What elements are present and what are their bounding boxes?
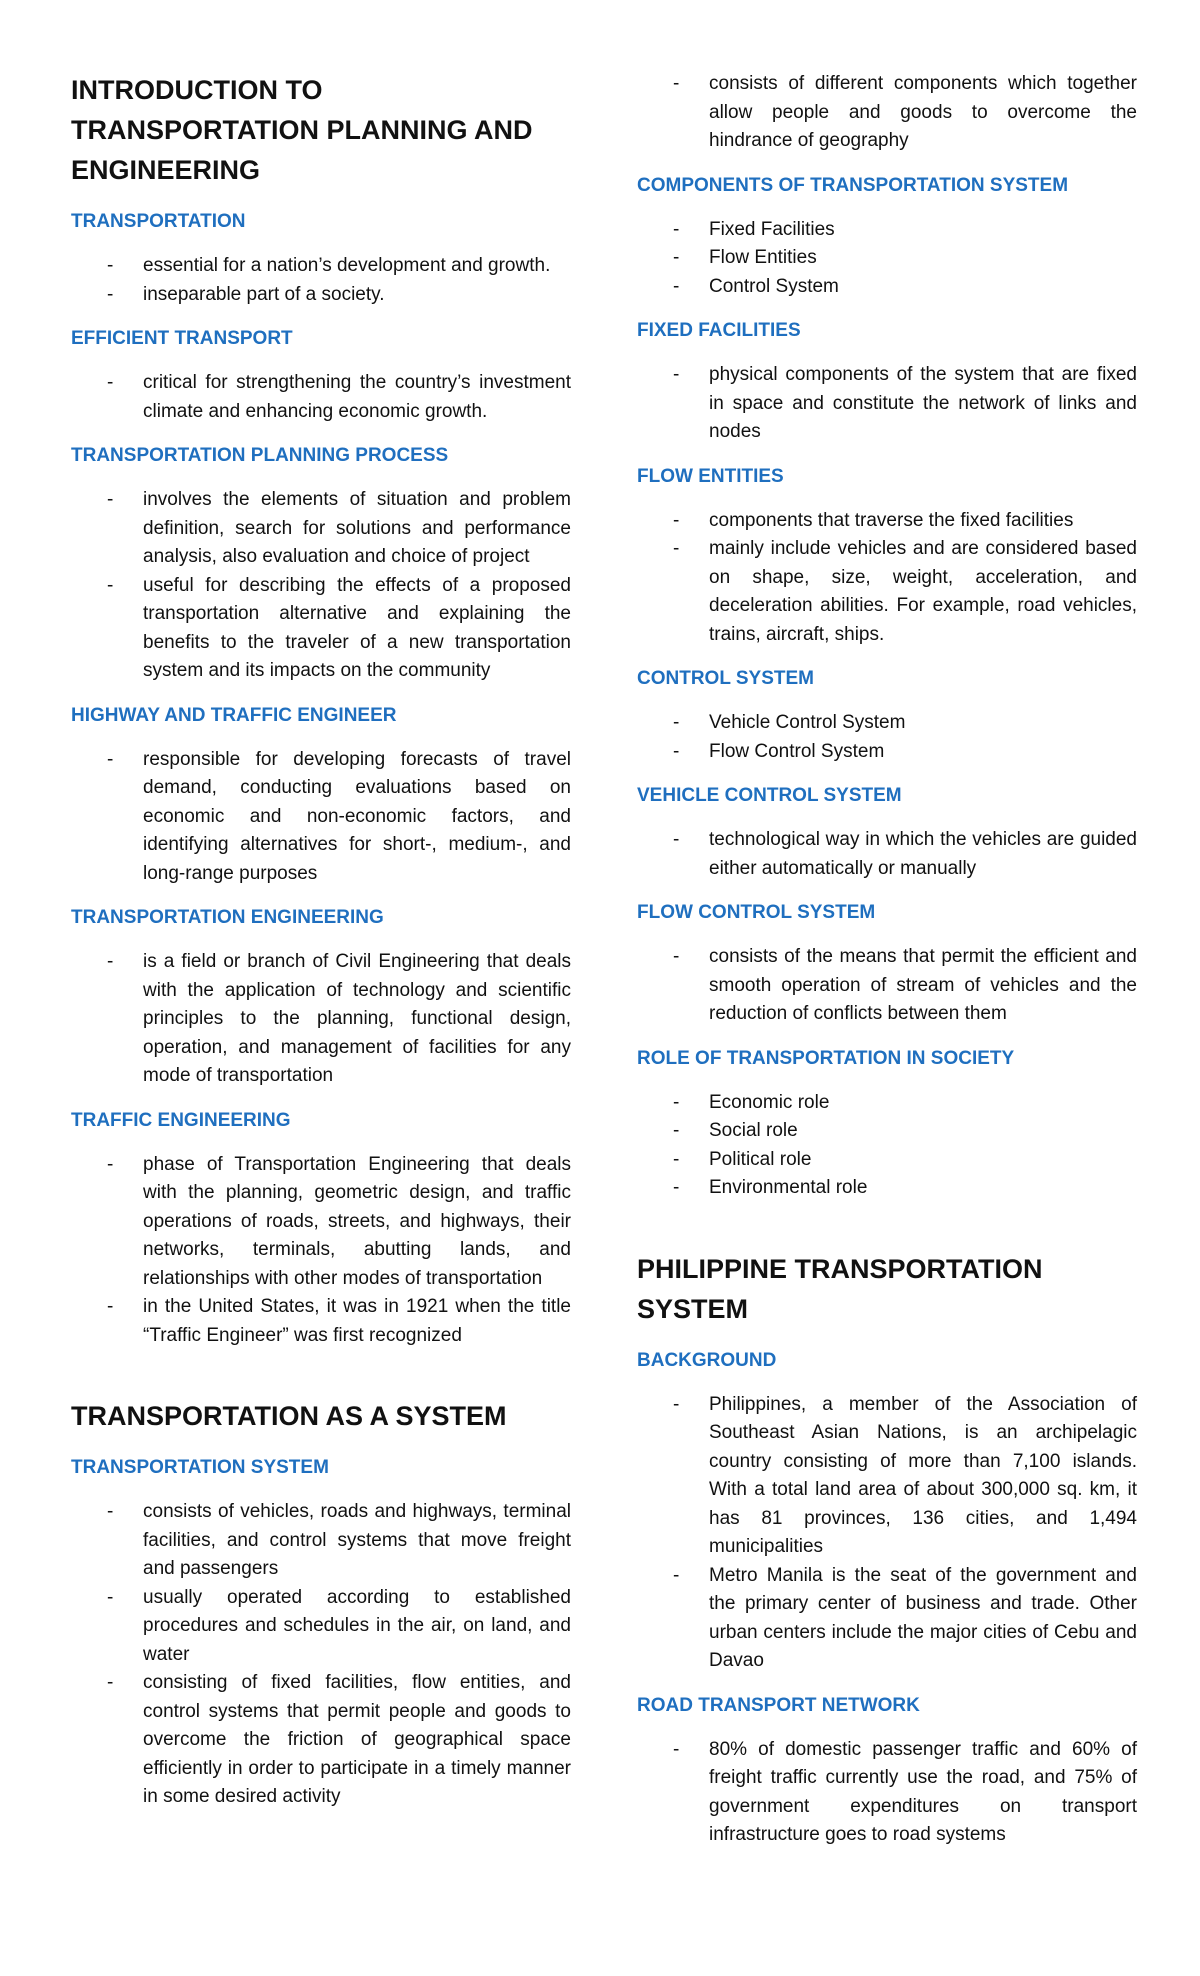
intro-title: INTRODUCTION TO TRANSPORTATION PLANNING AND ENGINEERING	[71, 75, 533, 185]
dash-bullet: -	[673, 1148, 680, 1170]
section-heading: FLOW CONTROL SYSTEM	[637, 902, 876, 923]
list-item: - responsible for developing forecasts of travel demand, conducting evaluations based on economic and non-economic factors, and identifying alternatives for short-, medium-, and long-range purposes	[71, 746, 571, 889]
list-item: - Metro Manila is the seat of the government and the primary center of business and trade. Other urban centers include the major cities of Cebu and Davao	[637, 1562, 1137, 1676]
section-heading: ROAD TRANSPORT NETWORK	[637, 1694, 920, 1716]
list-item: - Fixed Facilities	[637, 216, 1137, 245]
spacer	[71, 1366, 571, 1396]
list-item: - critical for strengthening the country’s investment climate and enhancing economic growth.	[71, 369, 571, 426]
list-item: - Flow Control System	[637, 738, 1137, 767]
dash-bullet: -	[107, 951, 114, 972]
list-item: - inseparable part of a society.	[71, 281, 571, 310]
dash-bullet: -	[673, 1177, 680, 1198]
right-column	[637, 70, 1137, 1866]
dash-bullet: -	[673, 1120, 680, 1141]
list-item: - consists of the means that permit the efficient and smooth operation of stream of vehicles and the reduction of conflicts between them	[637, 943, 1137, 1029]
dash-bullet: -	[673, 829, 680, 850]
dash-bullet: -	[673, 218, 680, 240]
dash-bullet: -	[673, 247, 680, 268]
dash-bullet: -	[107, 748, 114, 770]
list-item: - consists of vehicles, roads and highways, terminal facilities, and control systems that move freight and passengers	[71, 1498, 571, 1584]
dash-bullet: -	[673, 538, 680, 559]
section-heading: VEHICLE CONTROL SYSTEM	[637, 785, 902, 806]
section-heading: BACKGROUND	[637, 1349, 777, 1371]
dash-bullet: -	[673, 712, 680, 733]
section-components	[637, 172, 1137, 302]
section-role-in-society	[637, 1045, 1137, 1203]
list-item: - essential for a nation’s development and growth.	[71, 252, 571, 281]
dash-bullet: -	[107, 1296, 114, 1317]
list-item: - usually operated according to established procedures and schedules in the air, on land, and water	[71, 1584, 571, 1670]
list-item: - consists of different components which together allow people and goods to overcome the hindrance of geography	[637, 70, 1137, 156]
list-item: - phase of Transportation Engineering that deals with the planning, geometric design, and traffic operations of roads, streets, and highways, their networks, terminals, abutting lands, and relationships with other modes of transportation	[71, 1151, 571, 1294]
section-heading: TRANSPORTATION PLANNING PROCESS	[71, 445, 449, 466]
list-item: - components that traverse the fixed facilities	[637, 507, 1137, 536]
list-item: - Philippines, a member of the Association of Southeast Asian Nations, is an archipelagic country consisting of more than 7,100 islands. With a total land area of about 300,000 sq. km, it has 81 provinces, 136 cities, and 1,494 municipalities	[637, 1391, 1137, 1562]
list-item: - Environmental role	[637, 1174, 1137, 1203]
list-item: - technological way in which the vehicles are guided either automatically or manually	[637, 826, 1137, 883]
section-heading: FLOW ENTITIES	[637, 465, 784, 487]
list-item: - in the United States, it was in 1921 when the title “Traffic Engineer” was first recognized	[71, 1293, 571, 1350]
section-heading: HIGHWAY AND TRAFFIC ENGINEER	[71, 704, 397, 726]
dash-bullet: -	[673, 509, 680, 531]
section-heading: CONTROL SYSTEM	[637, 668, 814, 689]
list-item: - Political role	[637, 1146, 1137, 1175]
dash-bullet: -	[673, 275, 680, 297]
list-item: - Control System	[637, 273, 1137, 302]
spacer	[637, 1219, 1137, 1249]
system-title: TRANSPORTATION AS A SYSTEM	[71, 1401, 507, 1431]
section-transportation-system	[71, 1454, 571, 1812]
section-planning-process	[71, 442, 571, 686]
dash-bullet: -	[673, 1091, 680, 1113]
dash-bullet: -	[673, 1564, 680, 1586]
section-heading: TRANSPORTATION	[71, 211, 246, 232]
dash-bullet: -	[107, 255, 114, 276]
dash-bullet: -	[673, 1393, 680, 1415]
list-item: - useful for describing the effects of a proposed transportation alternative and explaining the benefits to the traveler of a new transportation system and its impacts on the community	[71, 572, 571, 686]
section-highway-engineer	[71, 702, 571, 889]
section-heading: TRANSPORTATION SYSTEM	[71, 1457, 329, 1478]
philippine-title: PHILIPPINE TRANSPORTATION SYSTEM	[637, 1253, 1043, 1324]
list-item: - consisting of fixed facilities, flow entities, and control systems that permit people and goods to overcome the friction of geographical space efficiently in order to participate in a timely manner in some desired activity	[71, 1669, 571, 1812]
list-item: - Vehicle Control System	[637, 709, 1137, 738]
dash-bullet: -	[107, 1672, 114, 1693]
list-item: - mainly include vehicles and are considered based on shape, size, weight, acceleration, and deceleration abilities. For example, road vehicles, trains, aircraft, ships.	[637, 535, 1137, 649]
section-heading: TRAFFIC ENGINEERING	[71, 1109, 291, 1131]
list-item: - is a field or branch of Civil Engineering that deals with the application of technology and scientific principles to the planning, functional design, operation, and management of facilities for any mode of transportation	[71, 948, 571, 1091]
section-control-system	[637, 665, 1137, 766]
section-transportation	[71, 208, 571, 309]
dash-bullet: -	[107, 574, 114, 596]
list-item: - Flow Entities	[637, 244, 1137, 273]
dash-bullet: -	[107, 372, 114, 393]
list-item: - 80% of domestic passenger traffic and 60% of freight traffic currently use the road, and 75% of government expenditures on transport infrastructure goes to road systems	[637, 1736, 1137, 1850]
dash-bullet: -	[107, 283, 114, 305]
list-item: - physical components of the system that are fixed in space and constitute the network of links and nodes	[637, 361, 1137, 447]
section-transportation-engineering	[71, 904, 571, 1091]
section-traffic-engineering	[71, 1107, 571, 1351]
dash-bullet: -	[107, 1501, 114, 1522]
list-item: - Economic role	[637, 1089, 1137, 1118]
section-background	[637, 1347, 1137, 1676]
list-item: - involves the elements of situation and problem definition, search for solutions and performance analysis, also evaluation and choice of project	[71, 486, 571, 572]
section-vehicle-control	[637, 782, 1137, 883]
dash-bullet: -	[673, 73, 680, 94]
section-efficient-transport	[71, 325, 571, 426]
section-heading: ROLE OF TRANSPORTATION IN SOCIETY	[637, 1047, 1015, 1069]
left-column	[71, 70, 571, 1828]
section-heading: EFFICIENT TRANSPORT	[71, 328, 293, 349]
section-fixed-facilities	[637, 317, 1137, 447]
dash-bullet: -	[673, 1738, 680, 1760]
dash-bullet: -	[673, 946, 680, 967]
section-flow-control	[637, 899, 1137, 1029]
section-heading: TRANSPORTATION ENGINEERING	[71, 907, 384, 928]
dash-bullet: -	[673, 740, 680, 762]
section-road-transport	[637, 1692, 1137, 1850]
dash-bullet: -	[107, 1153, 114, 1175]
section-heading: COMPONENTS OF TRANSPORTATION SYSTEM	[637, 174, 1069, 196]
dash-bullet: -	[673, 364, 680, 385]
section-heading: FIXED FACILITIES	[637, 320, 801, 341]
list-item: - Social role	[637, 1117, 1137, 1146]
dash-bullet: -	[107, 489, 114, 510]
dash-bullet: -	[107, 1586, 114, 1608]
section-flow-entities	[637, 463, 1137, 650]
